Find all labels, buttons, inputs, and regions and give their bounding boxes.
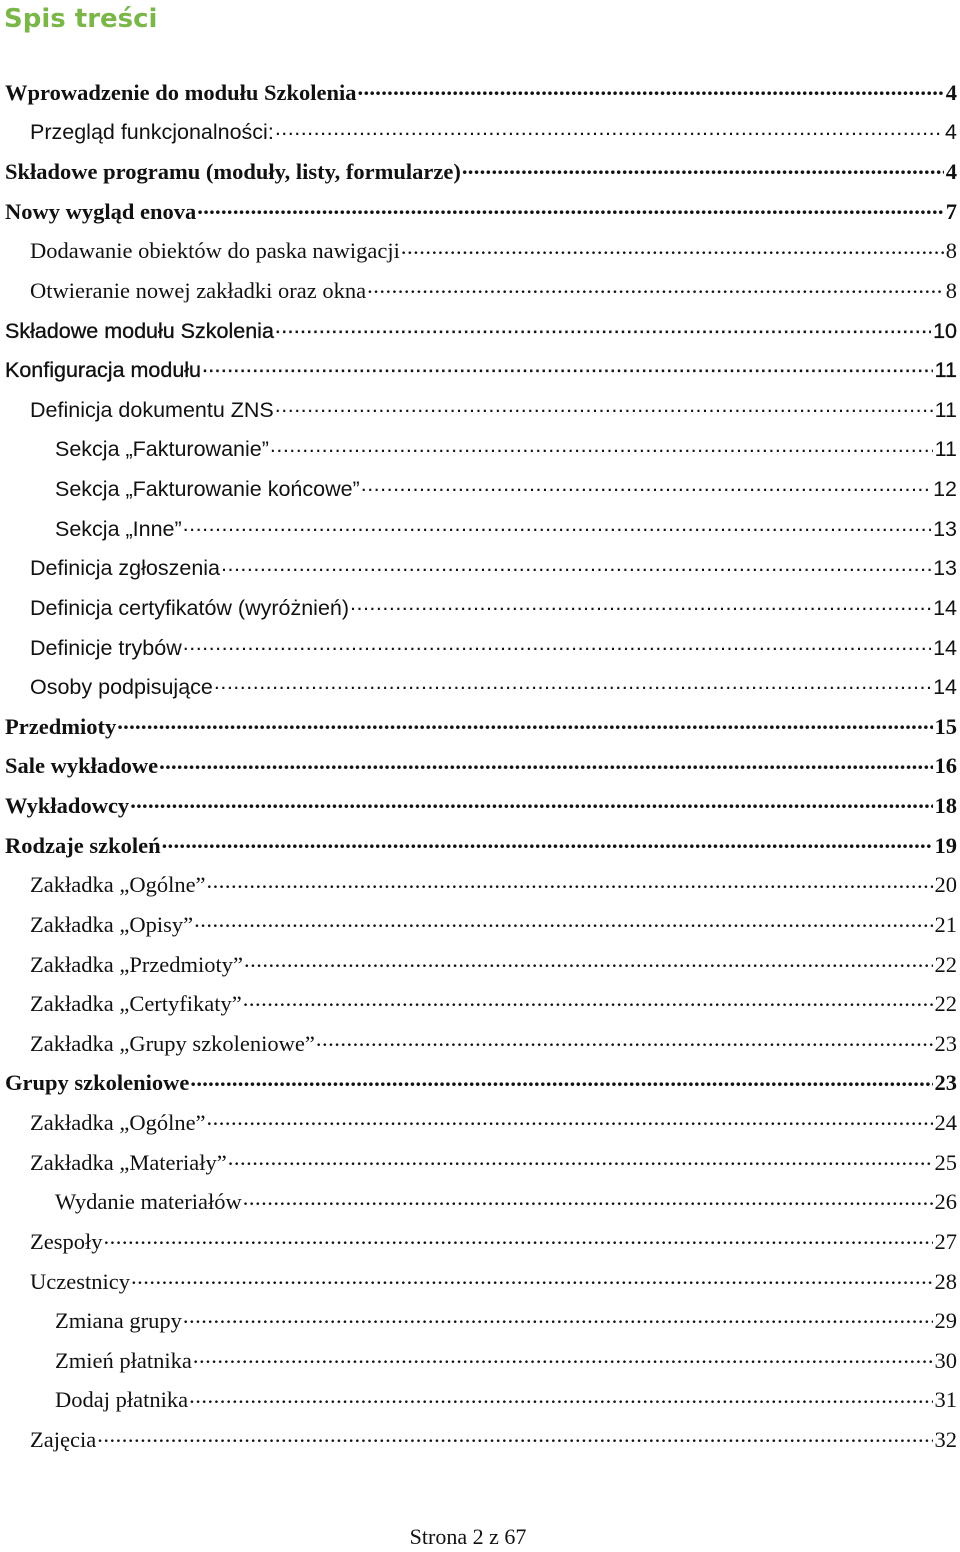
toc-entry-page: 18 <box>934 793 957 819</box>
toc-entry-page: 30 <box>934 1347 957 1373</box>
toc-entry[interactable] <box>0 232 960 272</box>
dot-leader <box>275 390 933 420</box>
dot-leader <box>401 232 944 262</box>
dot-leader <box>214 667 931 697</box>
toc-entry-page: 26 <box>934 1189 957 1215</box>
toc-entry-page: 23 <box>934 1030 957 1056</box>
toc-entry-page: 28 <box>934 1268 957 1294</box>
toc-entry-page: 4 <box>945 79 957 105</box>
toc-entry-page: 29 <box>934 1308 957 1334</box>
dot-leader <box>189 1381 932 1411</box>
toc-entry-page: 25 <box>934 1149 957 1175</box>
toc-entry-label: Definicja zgłoszenia <box>30 556 221 581</box>
dot-leader <box>130 786 932 816</box>
dot-leader <box>221 549 931 579</box>
toc-entry-label: Otwieranie nowej zakładki oraz okna <box>30 277 367 303</box>
toc-entry-page: 20 <box>934 872 957 898</box>
dot-leader <box>97 1420 932 1450</box>
dot-leader <box>162 826 933 856</box>
toc-entry[interactable] <box>0 667 960 707</box>
toc-entry[interactable] <box>0 1222 960 1262</box>
toc-entry-label: Zakładka „Materiały” <box>30 1149 227 1175</box>
toc-entry-page: 14 <box>933 635 957 660</box>
dot-leader <box>104 1222 933 1252</box>
toc-entry[interactable] <box>0 1341 960 1381</box>
toc-entry-page: 13 <box>933 516 957 541</box>
toc-entry-label: Sekcja „Inne” <box>55 516 182 541</box>
toc-entry-page: 7 <box>945 198 957 224</box>
toc-entry-page: 31 <box>934 1387 957 1413</box>
dot-leader <box>193 1341 933 1371</box>
dot-leader <box>244 945 932 975</box>
toc-entry-label: Definicje trybów <box>30 635 182 660</box>
toc-entry-page: 22 <box>934 951 957 977</box>
page-footer: Strona 2 z 67 <box>409 1524 527 1549</box>
toc-entry-label: Składowe programu (moduły, listy, formularze) <box>5 159 461 185</box>
toc-entry-page: 11 <box>934 358 957 383</box>
toc-entry-label: Uczestnicy <box>30 1268 130 1294</box>
toc-entry-label: Zakładka „Opisy” <box>30 911 194 937</box>
toc-entry[interactable] <box>0 350 960 390</box>
toc-entry-label: Definicja dokumentu ZNS <box>30 397 274 422</box>
toc-entry[interactable] <box>0 469 960 509</box>
dot-leader <box>361 469 931 499</box>
toc-entry-page: 27 <box>934 1228 957 1254</box>
dot-leader <box>270 430 933 460</box>
toc-entry-label: Sale wykładowe <box>5 753 159 779</box>
toc-entry-page: 8 <box>945 277 957 303</box>
dot-leader <box>183 628 931 658</box>
dot-leader <box>350 588 931 618</box>
toc-entry-page: 21 <box>934 911 957 937</box>
dot-leader <box>243 1183 933 1213</box>
toc-entry-page: 24 <box>934 1110 957 1136</box>
toc-entry[interactable] <box>0 984 960 1024</box>
dot-leader <box>275 113 943 143</box>
toc-entry-label: Przegląd funkcjonalności: <box>30 120 274 145</box>
toc-entry-page: 4 <box>945 120 957 145</box>
page-title: Spis treści <box>4 4 158 34</box>
toc-entry-page: 32 <box>934 1427 957 1453</box>
toc-entry-page: 4 <box>945 159 957 185</box>
dot-leader <box>358 73 944 103</box>
dot-leader <box>367 271 944 301</box>
toc-entry[interactable] <box>0 1301 960 1341</box>
toc-entry-label: Grupy szkoleniowe <box>5 1070 190 1096</box>
dot-leader <box>183 1301 933 1331</box>
toc-entry[interactable] <box>0 192 960 232</box>
toc-entry-label: Składowe modułu Szkolenia <box>5 318 274 343</box>
toc-entry-page: 14 <box>933 675 957 700</box>
toc-entry-page: 13 <box>933 556 957 581</box>
toc-entry[interactable] <box>0 1143 960 1183</box>
toc-entry[interactable] <box>0 113 960 153</box>
toc-entry[interactable] <box>0 390 960 430</box>
toc-entry[interactable] <box>0 509 960 549</box>
toc-entry-page: 15 <box>934 713 957 739</box>
toc-entry[interactable] <box>0 549 960 589</box>
toc-entry[interactable] <box>0 866 960 906</box>
toc-entry[interactable] <box>0 707 960 747</box>
table-of-contents <box>0 73 960 1460</box>
toc-entry[interactable] <box>0 1262 960 1302</box>
toc-entry[interactable] <box>0 826 960 866</box>
toc-entry-page: 14 <box>933 595 957 620</box>
toc-entry-label: Wprowadzenie do modułu Szkolenia <box>5 79 357 105</box>
toc-entry-page: 10 <box>933 318 957 343</box>
toc-entry-page: 8 <box>945 238 957 264</box>
toc-entry[interactable] <box>0 1381 960 1421</box>
dot-leader <box>228 1143 933 1173</box>
dot-leader <box>275 311 931 341</box>
toc-entry[interactable] <box>0 747 960 787</box>
toc-entry[interactable] <box>0 945 960 985</box>
dot-leader <box>462 152 944 182</box>
dot-leader <box>131 1262 933 1292</box>
dot-leader <box>202 350 933 380</box>
toc-entry[interactable] <box>0 786 960 826</box>
toc-entry[interactable] <box>0 430 960 470</box>
toc-entry-label: Przedmioty <box>5 713 117 739</box>
toc-entry-page: 11 <box>934 397 957 422</box>
dot-leader <box>197 192 943 222</box>
toc-entry-label: Zmiana grupy <box>55 1308 182 1334</box>
toc-entry[interactable] <box>0 311 960 351</box>
toc-entry[interactable] <box>0 1103 960 1143</box>
toc-entry-page: 19 <box>934 832 957 858</box>
toc-entry[interactable] <box>0 1024 960 1064</box>
toc-entry-label: Zakładka „Ogólne” <box>30 872 206 898</box>
dot-leader <box>190 1064 932 1094</box>
toc-entry-label: Rodzaje szkoleń <box>5 832 161 858</box>
toc-entry-label: Sekcja „Fakturowanie” <box>55 437 269 462</box>
toc-entry-label: Osoby podpisujące <box>30 675 213 700</box>
toc-entry-label: Dodaj płatnika <box>55 1387 189 1413</box>
dot-leader <box>243 984 933 1014</box>
toc-entry[interactable] <box>0 1064 960 1104</box>
dot-leader <box>207 866 933 896</box>
dot-leader <box>316 1024 933 1054</box>
toc-entry[interactable] <box>0 1420 960 1460</box>
toc-entry[interactable] <box>0 588 960 628</box>
toc-entry-label: Dodawanie obiektów do paska nawigacji <box>30 238 400 264</box>
toc-entry[interactable] <box>0 905 960 945</box>
toc-entry-label: Wykładowcy <box>5 793 130 819</box>
toc-entry-page: 23 <box>934 1070 957 1096</box>
toc-entry-label: Zakładka „Grupy szkoleniowe” <box>30 1030 315 1056</box>
toc-entry[interactable] <box>0 1183 960 1223</box>
dot-leader <box>183 509 931 539</box>
dot-leader <box>194 905 932 935</box>
toc-entry-label: Definicja certyfikatów (wyróżnień) <box>30 595 350 620</box>
toc-entry-label: Zespoły <box>30 1228 103 1254</box>
toc-entry-label: Nowy wygląd enova <box>5 198 197 224</box>
toc-entry-page: 16 <box>934 753 957 779</box>
toc-entry-label: Sekcja „Fakturowanie końcowe” <box>55 477 360 502</box>
toc-entry-page: 22 <box>934 991 957 1017</box>
dot-leader <box>159 747 932 777</box>
toc-entry-label: Zakładka „Certyfikaty” <box>30 991 242 1017</box>
toc-entry[interactable] <box>0 628 960 668</box>
toc-entry[interactable] <box>0 73 960 113</box>
dot-leader <box>207 1103 933 1133</box>
dot-leader <box>117 707 932 737</box>
toc-entry-label: Zakładka „Przedmioty” <box>30 951 244 977</box>
toc-entry-label: Zajęcia <box>30 1427 97 1453</box>
toc-entry-label: Wydanie materiałów <box>55 1189 242 1215</box>
toc-entry-label: Zakładka „Ogólne” <box>30 1110 206 1136</box>
toc-entry-label: Zmień płatnika <box>55 1347 192 1373</box>
toc-entry-page: 12 <box>933 477 957 502</box>
toc-entry-label: Konfiguracja modułu <box>5 358 202 383</box>
toc-entry[interactable] <box>0 152 960 192</box>
toc-entry-page: 11 <box>934 437 957 462</box>
toc-entry[interactable] <box>0 271 960 311</box>
